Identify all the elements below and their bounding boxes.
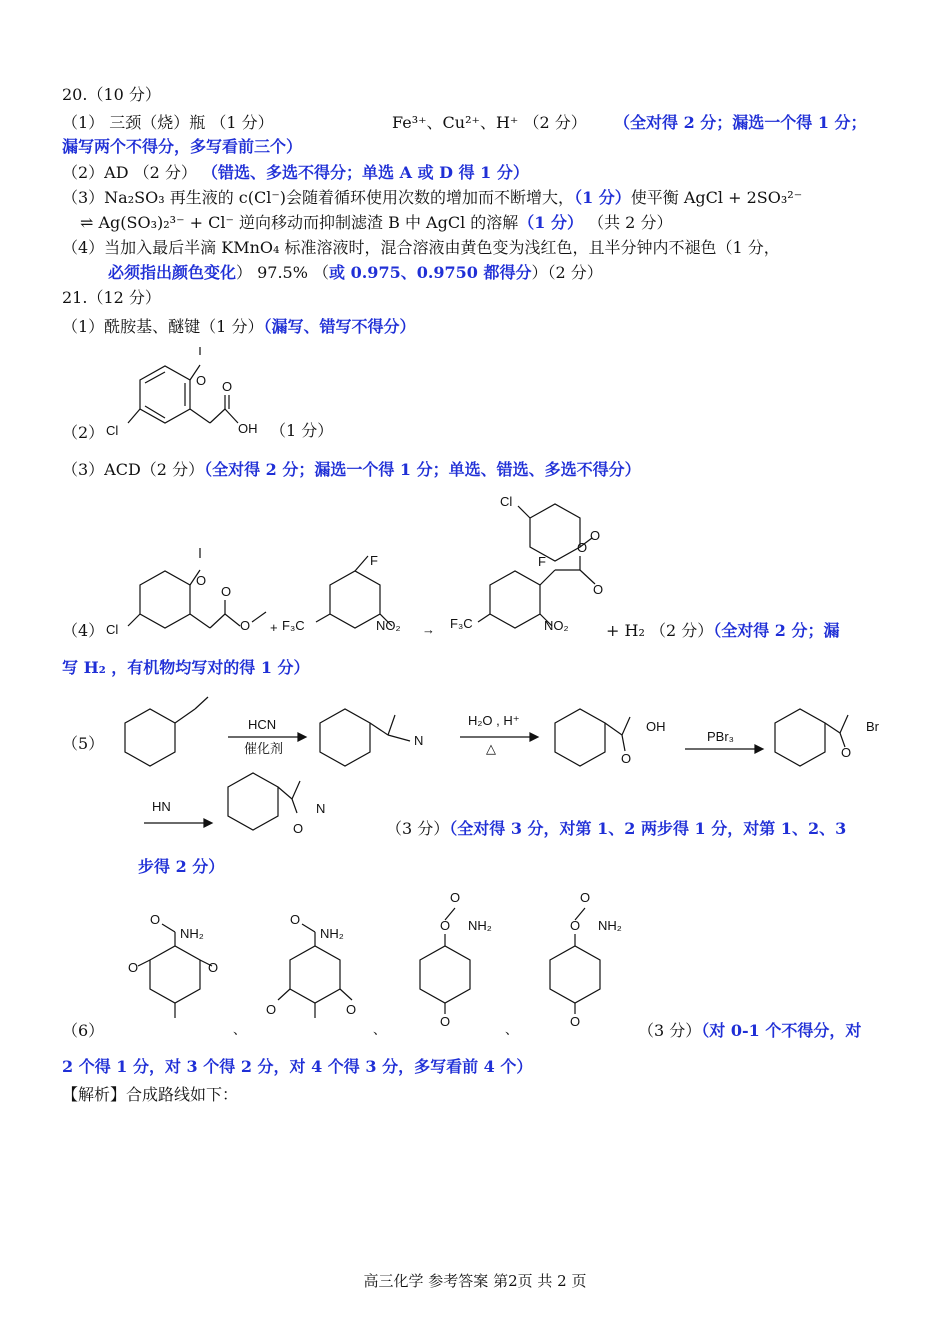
q20-p4-note: 必须指出颜色变化 (108, 263, 237, 282)
q21-p5-label: （5） (62, 734, 105, 753)
f-label: F (370, 553, 378, 568)
o-label: O (593, 582, 604, 597)
oh-label: OH (238, 421, 258, 436)
o-label: O (150, 912, 161, 927)
q21-p2-label: （2） (62, 423, 105, 442)
o-label: O (290, 912, 301, 927)
q20-part2 (62, 162, 529, 184)
q20-p2-answer: （2）AD （2 分） (62, 163, 197, 182)
q20-p2-note: （错选、多选不得分；单选 A 或 D 得 1 分） (202, 163, 529, 182)
o-label: O (222, 379, 233, 394)
o-label: O (266, 1002, 277, 1017)
o-label: O (841, 745, 852, 760)
q21-p6-note: （对 0-1 个不得分，对 (701, 1021, 862, 1040)
q20-p3-text2: 使平衡 AgCl + 2SO₃²⁻ (630, 188, 803, 207)
o-label: O (196, 573, 207, 588)
q21-p4-note-cont: 写 H₂ ，有机物均写对的得 1 分） (62, 658, 310, 677)
o-label: O (440, 918, 451, 933)
o-label: O (621, 751, 632, 766)
q20-title: 20.（10 分） (62, 85, 161, 104)
q20-p4-result: ） 97.5% （ (236, 263, 330, 282)
o-label: O (570, 1014, 581, 1029)
q20-p1-note: （全对得 2 分；漏选一个得 1 分； (614, 113, 867, 132)
o-label: O (293, 821, 304, 836)
q20-p3-score2: （1 分） (518, 213, 583, 232)
q20-p3-text3: ⇌ Ag(SO₃)₂³⁻ + Cl⁻ 逆向移动而抑制滤渣 B 中 AgCl 的溶解 (80, 213, 519, 232)
q21-p4-note: （全对得 2 分；漏 (713, 621, 840, 640)
q20-part1 (62, 112, 867, 134)
o-label: O (440, 1014, 451, 1029)
q21-p6-score: （3 分） (638, 1021, 702, 1040)
o-label: O (577, 540, 588, 555)
br-label: Br (866, 719, 879, 734)
q21-part1 (62, 316, 415, 338)
cl-label: Cl (106, 423, 119, 438)
o-label: O (128, 960, 139, 975)
q21-p5-note-cont: 步得 2 分） (138, 857, 225, 876)
q21-part5-score (386, 818, 846, 840)
q21-p4-reaction (100, 490, 620, 650)
q21-analysis: 【解析】合成路线如下： (62, 1085, 239, 1104)
no2-label: NO₂ (376, 618, 401, 633)
o-label: O (240, 618, 251, 633)
q21-part6-score (638, 1020, 861, 1042)
catalyst-label: 催化剂 (244, 741, 284, 756)
q21-p4-label: （4） (62, 621, 105, 640)
q21-p5-score: （3 分） (386, 819, 450, 838)
hcn-label: HCN (248, 717, 277, 732)
q21-p6-note-cont: 2 个得 1 分，对 3 个得 2 分，对 4 个得 3 分，多写看前 4 个） (62, 1057, 533, 1076)
separator: 、 (505, 1022, 519, 1037)
o-label: O (346, 1002, 357, 1017)
h2o-label: H₂O , H⁺ (468, 713, 520, 728)
q21-p1-note: （漏写、错写不得分） (263, 317, 416, 336)
o-label: O (221, 584, 232, 599)
q21-part3 (62, 459, 641, 481)
q20-p4-note2: 或 0.975、0.9750 都得分 (329, 263, 532, 282)
o-label: O (196, 373, 207, 388)
q20-p3-score1: （1 分） (574, 188, 631, 207)
o-label: O (590, 528, 601, 543)
no2-label: NO₂ (544, 618, 569, 633)
f3c-label: F₃C (450, 616, 473, 631)
q21-p6-label: （6） (62, 1021, 105, 1040)
q21-title: 21.（12 分） (62, 288, 161, 307)
f-label: F (538, 554, 546, 569)
n-label: N (414, 733, 424, 748)
o-label: O (580, 890, 591, 905)
oh-label: OH (646, 719, 666, 734)
plus-sign: + (270, 620, 278, 635)
heat-label: △ (486, 741, 496, 756)
q20-part4: （4）当加入最后半滴 KMnO₄ 标准溶液时，混合溶液由黄色变为浅红色，且半分钟内不褪色（1 分， (62, 238, 780, 257)
q20-p1-note-cont: 漏写两个不得分，多写看前三个） (62, 137, 303, 156)
q20-p1-ions: Fe³⁺、Cu²⁺、H⁺ （2 分） (392, 113, 587, 132)
o-label: O (208, 960, 219, 975)
q21-p5-note: （全对得 3 分，对第 1、2 两步得 1 分，对第 1、2、3 (449, 819, 847, 838)
separator: 、 (233, 1022, 247, 1037)
n-label: N (316, 801, 326, 816)
q20-part3-cont (80, 212, 672, 234)
q20-p4-score: ）（2 分） (531, 263, 603, 282)
q21-p1-answer: （1）酰胺基、醚键（1 分） (62, 317, 264, 336)
q20-part4-cont (108, 262, 603, 284)
q21-p3-answer: （3）ACD（2 分） (62, 460, 205, 479)
cl-label: Cl (500, 494, 513, 509)
o-label: O (570, 918, 581, 933)
hn-label: HN (152, 799, 171, 814)
nh2-label: NH₂ (180, 926, 204, 941)
q21-part4-score (606, 620, 840, 642)
nh2-label: NH₂ (320, 926, 344, 941)
page-footer: 高三化学 参考答案 第2页 共 2 页 (363, 1272, 587, 1290)
q20-p3-text: （3）Na₂SO₃ 再生液的 c(Cl⁻)会随着循环使用次数的增加而不断增大， (62, 188, 575, 207)
q21-p2-score: （1 分） (270, 421, 334, 440)
cl-label: Cl (106, 622, 119, 637)
q21-p4-h2: + H₂ （2 分） (606, 621, 714, 640)
f3c-label: F₃C (282, 618, 305, 633)
separator: 、 (373, 1022, 387, 1037)
q20-p3-total: （共 2 分） (588, 213, 673, 232)
q20-part3 (62, 187, 802, 209)
q20-p1-answer: （1） 三颈（烧）瓶 （1 分） (62, 113, 274, 132)
pbr3-label: PBr₃ (707, 729, 734, 744)
nh2-label: NH₂ (468, 918, 492, 933)
arrow: → (422, 622, 435, 637)
nh2-label: NH₂ (598, 918, 622, 933)
q21-p3-note: （全对得 2 分；漏选一个得 1 分；单选、错选、多选不得分） (204, 460, 641, 479)
q21-p6-isomers (100, 890, 640, 1040)
o-label: O (450, 890, 461, 905)
